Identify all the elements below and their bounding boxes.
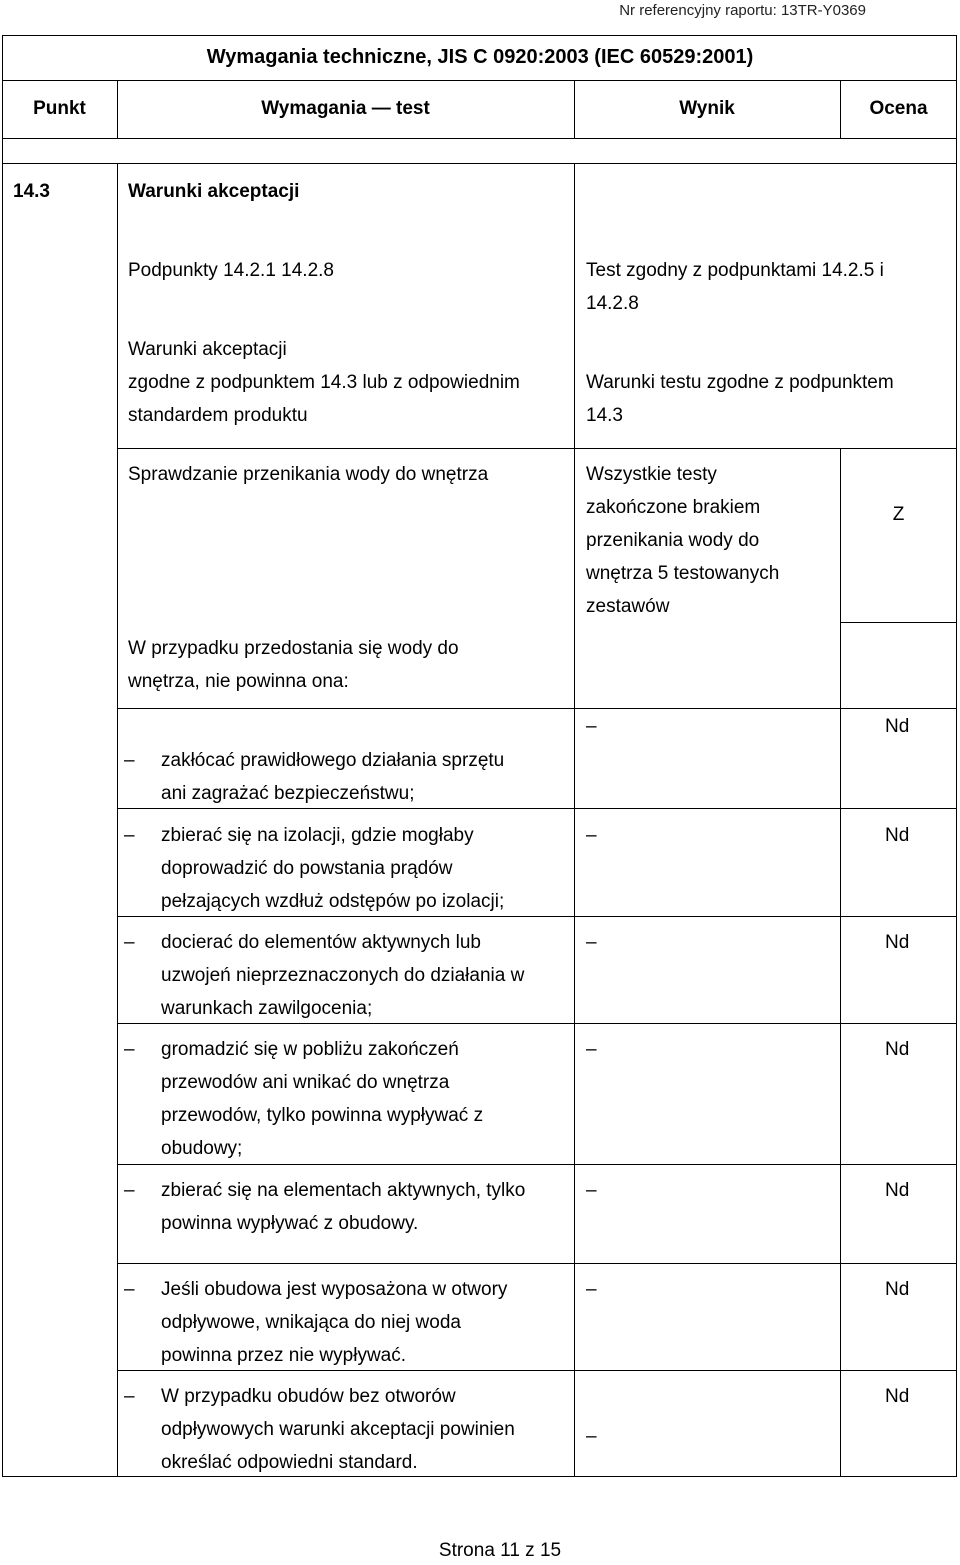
list-item-line: gromadzić się w pobliżu zakończeń xyxy=(161,1039,459,1060)
result-line: zakończone brakiem xyxy=(586,497,761,518)
req-water-ingress: Sprawdzanie przenikania wody do wnętrza xyxy=(128,464,489,485)
list-item-line: zbierać się na izolacji, gdzie mogłaby xyxy=(161,825,474,846)
title-divider xyxy=(2,80,957,81)
column-divider xyxy=(840,448,841,1477)
header-divider xyxy=(2,138,957,139)
list-item-line: określać odpowiedni standard. xyxy=(161,1452,418,1473)
list-dash: – xyxy=(124,750,135,771)
result-line: Warunki testu zgodne z podpunktem xyxy=(586,372,894,393)
row-divider xyxy=(117,1263,957,1264)
list-item-line: przewodów ani wnikać do wnętrza xyxy=(161,1072,450,1093)
list-item-line: doprowadzić do powstania prądów xyxy=(161,858,453,879)
list-item-line: zakłócać prawidłowego działania sprzętu xyxy=(161,750,505,771)
list-dash: – xyxy=(124,1039,135,1060)
verdict-nd: Nd xyxy=(885,1386,910,1407)
list-dash: – xyxy=(124,932,135,953)
verdict-nd: Nd xyxy=(885,716,910,737)
header-punkt xyxy=(2,92,117,125)
verdict-nd: Nd xyxy=(885,825,910,846)
table-title: Wymagania techniczne, JIS C 0920:2003 (IEC 60529:2001) xyxy=(206,46,754,68)
result-line: 14.3 xyxy=(586,405,623,426)
result-dash: – xyxy=(586,716,597,737)
verdict-z xyxy=(840,498,957,531)
result-dash: – xyxy=(586,1039,597,1060)
result-line: Wszystkie testy xyxy=(586,464,717,485)
list-item-line: ani zagrażać bezpieczeństwu; xyxy=(161,783,415,804)
list-item-line: warunkach zawilgocenia; xyxy=(161,998,373,1019)
list-item-line: Jeśli obudowa jest wyposażona w otwory xyxy=(161,1279,508,1300)
verdict-nd: Nd xyxy=(885,1039,910,1060)
header-ocena xyxy=(840,92,957,125)
header-punkt-label: Punkt xyxy=(33,98,86,119)
result-dash: – xyxy=(586,932,597,953)
list-item-line: powinna przez nie wypływać. xyxy=(161,1345,407,1366)
result-dash: – xyxy=(586,1426,597,1447)
result-line: Test zgodny z podpunktami 14.2.5 i xyxy=(586,260,884,281)
row-divider xyxy=(117,708,957,709)
result-line: zestawów xyxy=(586,596,670,617)
verdict-nd: Nd xyxy=(885,932,910,953)
row-divider xyxy=(117,448,957,449)
req-acceptance-line: standardem produktu xyxy=(128,405,308,426)
verdict-label: Z xyxy=(892,504,905,525)
list-item-line: odpływowych warunki akceptacji powinien xyxy=(161,1419,515,1440)
report-reference: Nr referencyjny raportu: 13TR-Y0369 xyxy=(619,2,866,19)
row-divider xyxy=(840,622,957,623)
header-wymagania-label: Wymagania — test xyxy=(261,98,430,119)
req-subclauses: Podpunkty 14.2.1 14.2.8 xyxy=(128,260,334,281)
list-item-line: pełzających wzdłuż odstępów po izolacji; xyxy=(161,891,505,912)
result-dash: – xyxy=(586,1279,597,1300)
list-dash: – xyxy=(124,1180,135,1201)
verdict-nd: Nd xyxy=(885,1180,910,1201)
list-dash: – xyxy=(124,1386,135,1407)
result-line: wnętrza 5 testowanych xyxy=(586,563,780,584)
req-acceptance: Warunki akceptacji xyxy=(128,339,287,360)
header-wynik-label: Wynik xyxy=(679,98,735,119)
list-item-line: przewodów, tylko powinna wypływać z xyxy=(161,1105,484,1126)
result-dash: – xyxy=(586,1180,597,1201)
list-item-line: obudowy; xyxy=(161,1138,243,1159)
column-divider xyxy=(117,163,118,1477)
list-item-line: docierać do elementów aktywnych lub xyxy=(161,932,482,953)
intro-line: wnętrza, nie powinna ona: xyxy=(128,671,349,692)
result-dash: – xyxy=(586,825,597,846)
header-ocena-label: Ocena xyxy=(869,98,928,119)
verdict-nd: Nd xyxy=(885,1279,910,1300)
list-dash: – xyxy=(124,825,135,846)
list-dash: – xyxy=(124,1279,135,1300)
column-divider xyxy=(574,163,575,1477)
intro-line: W przypadku przedostania się wody do xyxy=(128,638,459,659)
header-gap-divider xyxy=(2,163,957,164)
section-number: 14.3 xyxy=(13,181,50,202)
result-line: 14.2.8 xyxy=(586,293,639,314)
header-wymagania xyxy=(117,92,574,125)
row-divider xyxy=(117,1164,957,1165)
header-wynik xyxy=(574,92,840,125)
result-line: przenikania wody do xyxy=(586,530,760,551)
list-item-line: odpływowe, wnikająca do niej woda xyxy=(161,1312,461,1333)
page-number: Strona 11 z 15 xyxy=(438,1540,562,1561)
list-item-line: powinna wypływać z obudowy. xyxy=(161,1213,419,1234)
list-item-line: zbierać się na elementach aktywnych, tylko xyxy=(161,1180,526,1201)
list-item-line: W przypadku obudów bez otworów xyxy=(161,1386,456,1407)
req-acceptance-line: zgodne z podpunktem 14.3 lub z odpowiednim xyxy=(128,372,520,393)
section-title: Warunki akceptacji xyxy=(128,181,300,202)
list-item-line: uzwojeń nieprzeznaczonych do działania w xyxy=(161,965,525,986)
